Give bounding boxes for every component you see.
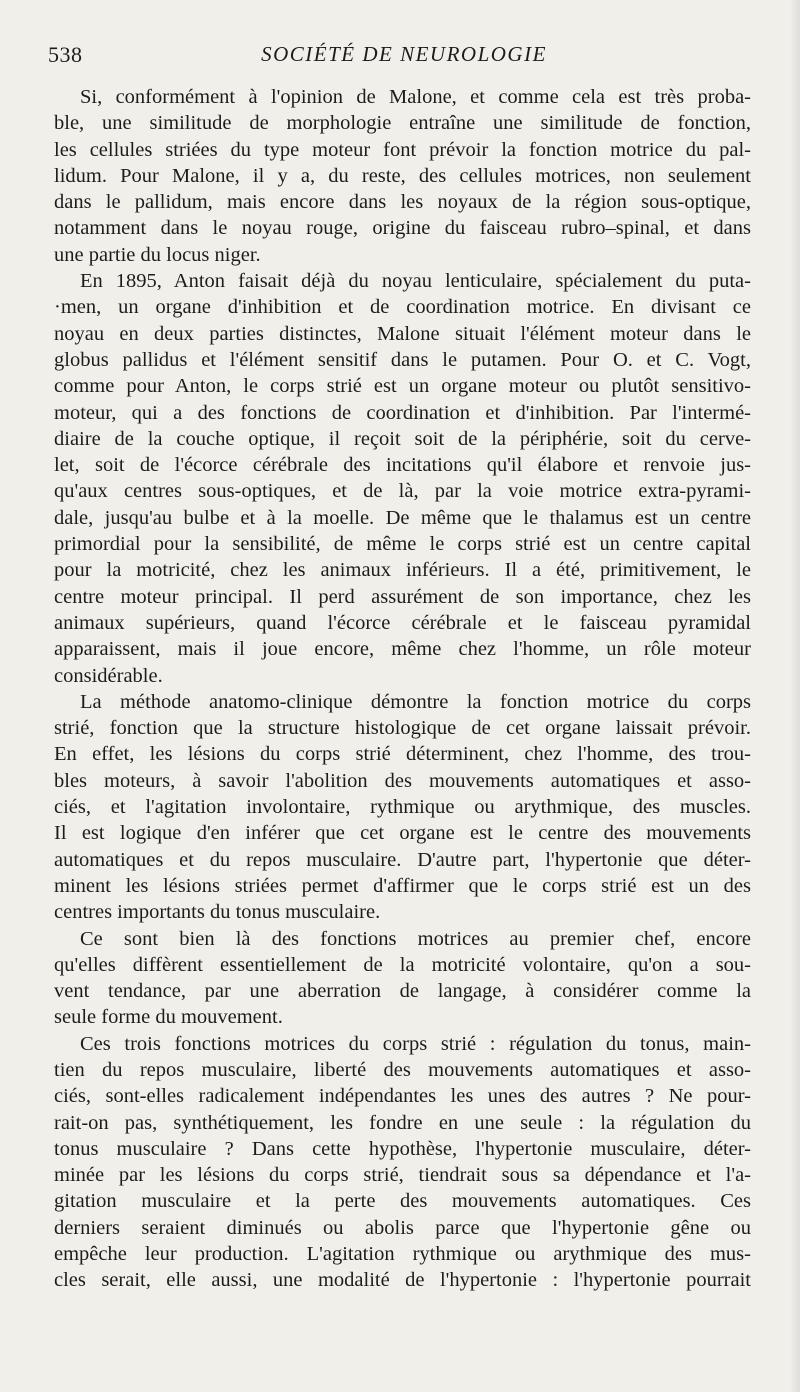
text-line: gitation musculaire et la perte des mouvements automatiques. Ces: [54, 1190, 751, 1213]
page-edge-shadow: [790, 0, 800, 1392]
text-line: En 1895, Anton faisait déjà du noyau lenticulaire, spécialement du puta-: [80, 270, 751, 293]
text-line: diaire de la couche optique, il reçoit soit de la périphérie, soit du cerve-: [54, 427, 751, 450]
text-line: animaux supérieurs, quand l'écorce cérébrale et le faisceau pyramidal: [54, 611, 751, 634]
text-line: primordial pour la sensibilité, de même le corps strié est un centre capital: [54, 533, 751, 556]
running-head: SOCIÉTÉ DE NEUROLOGIE: [261, 42, 547, 66]
text-line: lidum. Pour Malone, il y a, du reste, des cellules motrices, non seulement: [54, 164, 751, 187]
text-line: notamment dans le noyau rouge, origine du faisceau rubro–spinal, et dans: [54, 217, 751, 240]
text-line: vent tendance, par une aberration de langage, à considérer comme la: [54, 980, 751, 1003]
text-line: les cellules striées du type moteur font prévoir la fonction motrice du pal-: [54, 138, 751, 161]
text-line: ciés, sont-elles radicalement indépendantes les unes des autres ? Ne pour-: [54, 1085, 751, 1108]
text-line: Ces trois fonctions motrices du corps strié : régulation du tonus, main-: [80, 1032, 751, 1055]
text-line: moteur, qui a des fonctions de coordination et d'inhibition. Par l'intermé-: [54, 401, 751, 424]
text-line: Ce sont bien là des fonctions motrices au premier chef, encore: [80, 927, 751, 950]
text-line: automatiques et du repos musculaire. D'autre part, l'hypertonie que déter-: [54, 848, 751, 871]
text-line: ciés, et l'agitation involontaire, rythmique ou arythmique, des muscles.: [54, 796, 751, 819]
text-line: tien du repos musculaire, liberté des mouvements automatiques et asso-: [54, 1058, 751, 1081]
text-line: La méthode anatomo-clinique démontre la fonction motrice du corps: [80, 690, 751, 713]
text-line: let, soit de l'écorce cérébrale des incitations qu'il élabore et renvoie jus-: [54, 454, 751, 477]
body-text: [54, 84, 751, 1294]
text-line: strié, fonction que la structure histologique de cet organe laissait prévoir.: [54, 717, 751, 740]
text-line: qu'aux centres sous-optiques, et de là, par la voie motrice extra-pyrami-: [54, 480, 751, 503]
text-line: empêche leur production. L'agitation rythmique ou arythmique des mus-: [54, 1243, 751, 1266]
text-line: seule forme du mouvement.: [54, 1006, 283, 1029]
page-header: [48, 42, 760, 70]
text-line: centres importants du tonus musculaire.: [54, 901, 381, 924]
text-line: noyau en deux parties distinctes, Malone situait l'élément moteur dans le: [54, 322, 751, 345]
text-line: minée par les lésions du corps strié, tiendrait sous sa dépendance et l'a-: [54, 1164, 751, 1187]
text-line: considérable.: [54, 664, 163, 687]
text-line: une partie du locus niger.: [54, 243, 261, 266]
text-line: dans le pallidum, mais encore dans les noyaux de la région sous-optique,: [54, 191, 751, 214]
text-line: En effet, les lésions du corps strié déterminent, chez l'homme, des trou-: [54, 743, 751, 766]
text-line: comme pour Anton, le corps strié est un organe moteur ou plutôt sensitivo-: [54, 375, 751, 398]
text-line: derniers seraient diminués ou abolis parce que l'hypertonie gêne ou: [54, 1216, 751, 1239]
text-line: cles serait, elle aussi, une modalité de l'hypertonie : l'hypertonie pourrait: [54, 1269, 751, 1292]
text-line: Il est logique d'en inférer que cet organe est le centre des mouvements: [54, 822, 751, 845]
text-line: tonus musculaire ? Dans cette hypothèse, l'hypertonie musculaire, déter-: [54, 1137, 751, 1160]
text-line: bles moteurs, à savoir l'abolition des mouvements automatiques et asso-: [54, 769, 751, 792]
text-line: rait-on pas, synthétiquement, les fondre en une seule : la régulation du: [54, 1111, 751, 1134]
text-line: apparaissent, mais il joue encore, même chez l'homme, un rôle moteur: [54, 638, 751, 661]
text-line: ·men, un organe d'inhibition et de coordination motrice. En divisant ce: [54, 296, 751, 319]
text-line: dale, jusqu'au bulbe et à la moelle. De même que le thalamus est un centre: [54, 506, 751, 529]
text-line: ble, une similitude de morphologie entraîne une similitude de fonction,: [54, 112, 751, 135]
text-line: globus pallidus et l'élément sensitif dans le putamen. Pour O. et C. Vogt,: [54, 348, 751, 371]
text-line: minent les lésions striées permet d'affirmer que le corps strié est un des: [54, 874, 751, 897]
text-line: qu'elles diffèrent essentiellement de la motricité volontaire, qu'on a sou-: [54, 953, 751, 976]
text-line: pour la motricité, chez les animaux inférieurs. Il a été, primitivement, le: [54, 559, 751, 582]
page-number: 538: [48, 42, 83, 67]
text-line: centre moteur principal. Il perd assurément de son importance, chez les: [54, 585, 751, 608]
text-line: Si, conformément à l'opinion de Malone, et comme cela est très proba-: [80, 86, 751, 108]
